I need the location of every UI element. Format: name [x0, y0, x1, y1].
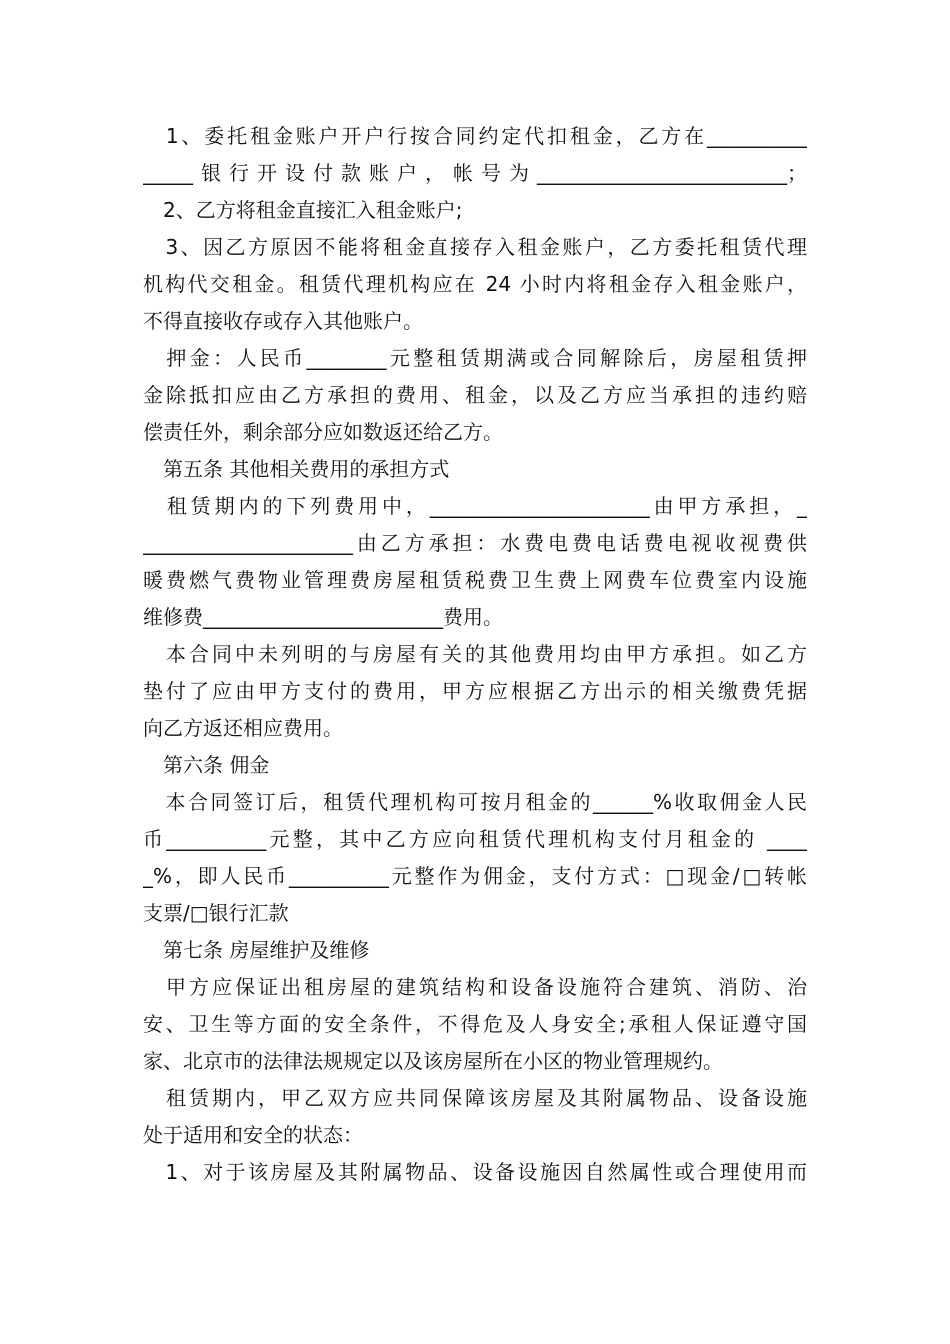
- text-line: 维修费________________________费用。: [143, 605, 503, 629]
- paragraph-agent-payment: [143, 229, 807, 340]
- text-line: _%，即人民币__________元整作为佣金，支付方式：□现金/□转帐: [143, 864, 807, 888]
- text-line: 本合同签订后，租赁代理机构可按月租金的______%收取佣金人民: [143, 790, 807, 814]
- text-line: 3、因乙方原因不能将租金直接存入租金账户，乙方委托租赁代理: [143, 235, 807, 259]
- section-heading-article-7: [143, 932, 807, 969]
- text-line: 2、乙方将租金直接汇入租金账户;: [143, 198, 463, 222]
- heading-line: 第六条 佣金: [143, 753, 270, 777]
- section-heading-article-6: [143, 747, 807, 784]
- text-line: 本合同中未列明的与房屋有关的其他费用均由甲方承担。如乙方: [143, 642, 807, 666]
- text-line: 暖费燃气费物业管理费房屋租赁税费卫生费上网费车位费室内设施: [143, 568, 807, 592]
- text-line: 租赁期内的下列费用中，______________________由甲方承担，_: [143, 494, 807, 518]
- text-line: 家、北京市的法律法规规定以及该房屋所在小区的物业管理规约。: [143, 1049, 723, 1073]
- paragraph-natural-wear: [143, 1154, 807, 1191]
- text-line: _____________________由乙方承担：水费电费电话费电视收视费供: [143, 531, 807, 555]
- paragraph-joint-maintenance: [143, 1080, 807, 1154]
- document-page: [143, 118, 807, 1191]
- text-line: 甲方应保证出租房屋的建筑结构和设备设施符合建筑、消防、治: [143, 975, 807, 999]
- paragraph-direct-remit: [143, 192, 807, 229]
- paragraph-commission: [143, 784, 807, 932]
- text-line: 金除抵扣应由乙方承担的费用、租金，以及乙方应当承担的违约赔: [143, 383, 807, 407]
- text-line: 支票/□银行汇款: [143, 901, 289, 925]
- paragraph-payment-deduction: [143, 118, 807, 192]
- text-line: 垫付了应由甲方支付的费用，甲方应根据乙方出示的相关缴费凭据: [143, 679, 807, 703]
- paragraph-deposit: [143, 340, 807, 451]
- text-line: 机构代交租金。租赁代理机构应在 24 小时内将租金存入租金账户，: [143, 272, 807, 296]
- paragraph-safety-obligations: [143, 969, 807, 1080]
- section-heading-article-5: [143, 451, 807, 488]
- text-line: _____银行开设付款账户，帐号为_________________________；: [143, 161, 807, 185]
- text-line: 1、对于该房屋及其附属物品、设备设施因自然属性或合理使用而: [143, 1160, 807, 1184]
- text-line: 安、卫生等方面的安全条件，不得危及人身安全;承租人保证遵守国: [143, 1012, 807, 1036]
- text-line: 向乙方返还相应费用。: [143, 716, 343, 740]
- paragraph-other-fees: [143, 636, 807, 747]
- text-line: 偿责任外，剩余部分应如数返还给乙方。: [143, 420, 503, 444]
- heading-line: 第五条 其他相关费用的承担方式: [143, 457, 450, 481]
- heading-line: 第七条 房屋维护及维修: [143, 938, 370, 962]
- text-line: 押金：人民币________元整租赁期满或合同解除后，房屋租赁押: [143, 346, 807, 370]
- text-line: 1、委托租金账户开户行按合同约定代扣租金，乙方在__________: [143, 124, 807, 148]
- text-line: 不得直接收存或存入其他账户。: [143, 309, 423, 333]
- text-line: 币__________元整，其中乙方应向租赁代理机构支付月租金的 ____: [143, 827, 807, 851]
- text-line: 处于适用和安全的状态：: [143, 1123, 363, 1147]
- text-line: 租赁期内，甲乙双方应共同保障该房屋及其附属物品、设备设施: [143, 1086, 807, 1110]
- paragraph-fee-allocation: [143, 488, 807, 636]
